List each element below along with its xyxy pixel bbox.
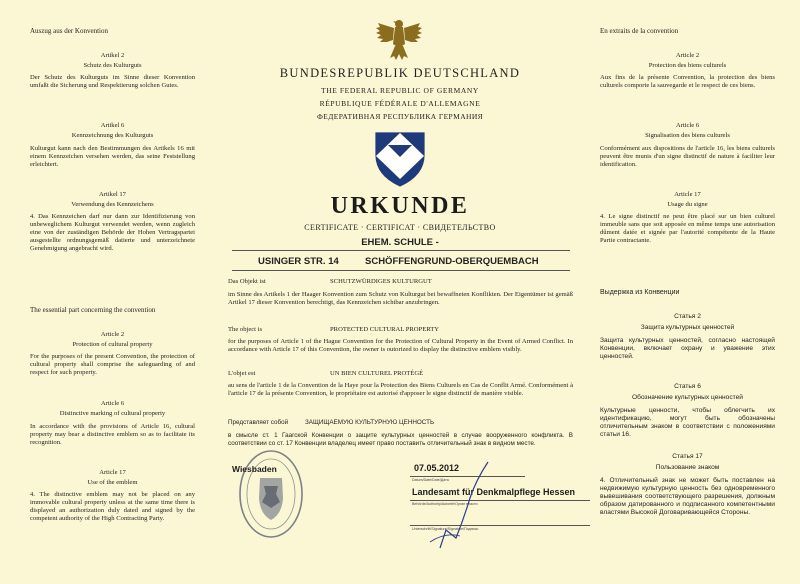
- right-art6-sub: Signalisation des biens culturels: [645, 132, 730, 139]
- object-address-rule: [232, 270, 570, 271]
- fr-value: UN BIEN CULTUREL PROTÉGÉ: [330, 370, 424, 377]
- left-en-art2-sub: Protection of cultural property: [72, 341, 153, 348]
- left-art17-text: 4. Das Kennzeichen darf nur dann zur Identifizierung von unbeweglichem Kulturgut verwendet werden, wenn zugleich eine von der zuständigen Behörde der Hohen Vertragspartei ausgestellte ordnungsgemäß datierte und unterzeichnete Genehmigung angebracht wird.: [30, 213, 195, 253]
- federal-eagle-icon: [374, 14, 424, 64]
- left-en-art6-sub: Distinctive marking of cultural property: [59, 410, 166, 417]
- left-art6-text: Kulturgut kann nach den Bestimmungen des Artikels 16 mit einem Kennzeichen versehen werden, das seine Feststellung erleichtert.: [30, 145, 195, 169]
- en-value: PROTECTED CULTURAL PROPERTY: [330, 326, 440, 333]
- object-street: USINGER STR. 14: [258, 256, 339, 267]
- right-ru-header: Выдержка из Конвенции: [600, 289, 680, 296]
- urkunde-title: URKUNDE: [330, 193, 470, 219]
- right-header: En extraits de la convention: [600, 27, 679, 35]
- blue-shield-emblem-icon: [373, 129, 427, 189]
- right-ru-art2-title: Статья 2: [674, 313, 701, 320]
- right-ru-art6-title: Статья 6: [674, 383, 701, 390]
- handwritten-signature: [400, 458, 530, 553]
- authority-written: Landesamt für Denkmalpflege Hessen: [412, 487, 576, 497]
- left-art17-sub: Verwendung des Kennzeichens: [71, 201, 154, 208]
- object-name-rule: [232, 250, 570, 251]
- fr-label: L'objet est: [228, 370, 256, 377]
- left-art6-title: Artikel 6: [100, 122, 125, 129]
- right-art2-title: Article 2: [675, 52, 700, 59]
- left-en-art6-title: Article 6: [100, 400, 125, 407]
- object-name: EHEM. SCHULE -: [361, 237, 439, 248]
- en-text: for the purposes of Article 1 of the Hague Convention for the Protection of Cultural Property in the Event of Armed Conflict. In accordance with Article 17 of this Convention, the owner is outorized to display the distinctive emblem visibly.: [228, 338, 573, 354]
- right-ru-art17-text: 4. Отличительный знак не может быть поставлен на недвижимую культурную ценность без одновременного вывешивания соответствующего разрешения, должным образом датированного и подписанного компетентными властями Высокой Договаривающейся Стороны.: [600, 477, 775, 517]
- left-en-art17-title: Article 17: [99, 469, 126, 476]
- title-fr: RÉPUBLIQUE FÉDÉRALE D'ALLEMAGNE: [319, 99, 481, 108]
- left-en-header: The essential part concerning the convention: [30, 306, 156, 314]
- right-ru-art6-sub: Обозначение культурных ценностей: [632, 394, 743, 401]
- ru-value: ЗАЩИЩАЕМУЮ КУЛЬТУРНУЮ ЦЕННОСТЬ: [305, 419, 435, 426]
- right-ru-art2-text: Защита культурных ценностей, согласно настоящей Конвенции, включает охрану и уважение этих ценностей.: [600, 337, 775, 361]
- de-value: SCHUTZWÜRDIGES KULTURGUT: [330, 278, 432, 285]
- title-de: BUNDESREPUBLIK DEUTSCHLAND: [279, 66, 521, 80]
- date-caption: Datum/Date/Date/Дата: [412, 478, 449, 482]
- object-place: SCHÖFFENGRUND-OBERQUEMBACH: [365, 256, 539, 267]
- de-text: im Sinne des Artikels 1 der Haager Konvention zum Schutz von Kulturgut bei bewaffneten Konflikten. Der Eigentümer ist gemäß Artikel 17 dieser Konvention berechtigt, das Kennzeichen sichtbar anzubringen.: [228, 291, 573, 307]
- ru-text: в смысле ст. 1 Гаагской Конвенции о защите культурных ценностей в случае вооруженного конфликта. В соответствии со ст. 17 Конвенции владелец имеет право поставить отличительный знак в видном месте.: [228, 432, 573, 448]
- right-art2-text: Aux fins de la présente Convention, la protection des biens culturels comporte la sauvegarde et le respect de ces biens.: [600, 74, 775, 90]
- left-art2-sub: Schutz des Kulturguts: [83, 62, 142, 69]
- right-ru-art2-sub: Защита культурных ценностей: [640, 324, 735, 331]
- left-en-art2-title: Article 2: [100, 331, 125, 338]
- left-art2-title: Artikel 2: [100, 52, 125, 59]
- right-art17-title: Article 17: [674, 191, 701, 198]
- title-ru: ФЕДЕРАТИВНАЯ РЕСПУБЛИКА ГЕРМАНИЯ: [316, 112, 484, 121]
- en-label: The object is: [228, 326, 263, 333]
- right-ru-art6-text: Культурные ценности, чтобы облегчить их идентификацию, могут быть обозначены отличительным знаком в соответствии с положениями статьи 16.: [600, 407, 775, 439]
- right-art17-text: 4. Le signe distinctif ne peut être placé sur un bien culturel immeuble sans que soit apposée en même temps une autorisation dûment datée et signée par l'autorité compétente de la Haute Partie contractante.: [600, 213, 775, 245]
- title-en: THE FEDERAL REPUBLIC OF GERMANY: [321, 86, 479, 95]
- right-art17-sub: Usage du signe: [667, 201, 708, 208]
- place-written: Wiesbaden: [232, 464, 277, 474]
- right-ru-art17-sub: Пользование знаком: [655, 464, 720, 471]
- signature-caption: Unterschrift/Signature/Signature/Подпись: [412, 527, 479, 531]
- fr-text: au sens de l'article 1 de la Convention de la Haye pour la Protection des Biens Culturels en Cas de Conflit Armé. Conformément à l'article 17 de la présente Convention, le propriétaire est autorisé d'apposer le signe distinctif de manière visible.: [228, 382, 573, 398]
- left-art17-title: Artikel 17: [99, 191, 126, 198]
- left-art6-sub: Kennzeichnung des Kulturguts: [71, 132, 154, 139]
- right-art6-text: Conformément aux dispositions de l'article 16, les biens culturels peuvent être munis d'un signe distinctif de nature à faciliter leur identification.: [600, 145, 775, 169]
- date-written: 07.05.2012: [414, 463, 460, 473]
- authority-caption: Behörde/Authority/Autorité/Орган власти: [412, 502, 478, 506]
- left-en-art2-text: For the purposes of the present Convention, the protection of cultural property shall comprise the safeguarding of and respect for such property.: [30, 353, 195, 377]
- right-art2-sub: Protection des biens culturels: [648, 62, 727, 69]
- right-art6-title: Article 6: [675, 122, 700, 129]
- de-label: Das Objekt ist: [228, 278, 266, 285]
- left-en-art6-text: In accordance with the provisions of Article 16, cultural property may bear a distinctive emblem so as to facilitate its recognition.: [30, 423, 195, 447]
- ru-label: Представляет собой: [228, 419, 289, 426]
- left-art2-text: Der Schutz des Kulturguts im Sinne dieser Konvention umfaßt die Sicherung und Respektierung solchen Gutes.: [30, 74, 195, 90]
- left-en-art17-sub: Use of the emblem: [87, 479, 138, 486]
- left-header: Auszug aus der Konvention: [30, 27, 108, 35]
- official-stamp-seal: [238, 448, 304, 540]
- left-en-art17-text: 4. The distinctive emblem may not be placed on any immovable cultural property unless at the same time there is displayed an authorization duly dated and signed by the competent authority of the High Contracting Party.: [30, 491, 195, 523]
- certificate-line: CERTIFICATE · CERTIFICAT · СВИДЕТЕЛЬСТВО: [304, 223, 496, 232]
- signature-rule: [410, 525, 590, 526]
- right-ru-art17-title: Статья 17: [672, 453, 703, 460]
